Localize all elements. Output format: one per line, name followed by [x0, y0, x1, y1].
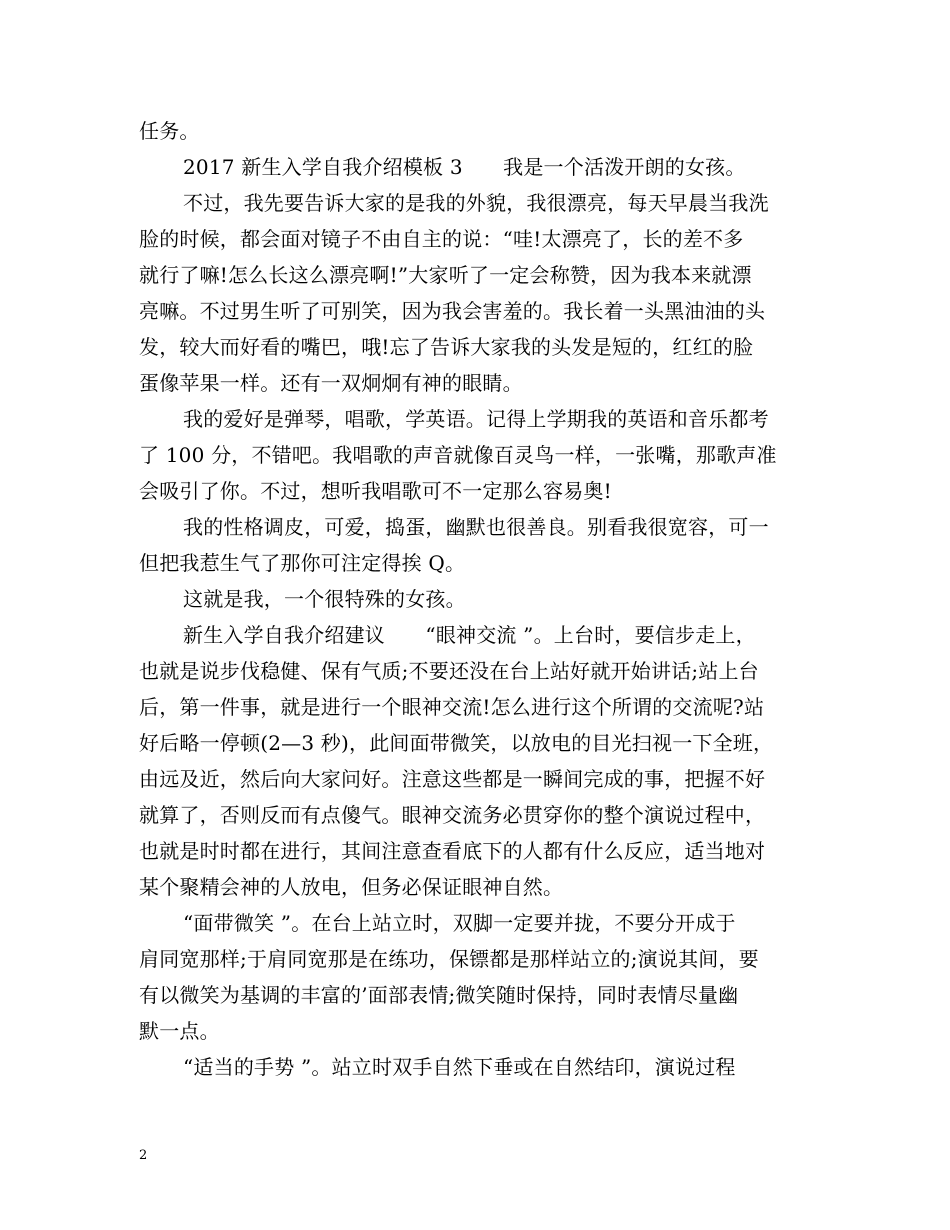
text-line: 默一点。 — [139, 1019, 220, 1043]
text-line: 亮嘛。不过男生听了可别笑，因为我会害羞的。我长着一头黑油油的头 — [139, 299, 766, 323]
text-line: 也就是说步伐稳健、保有气质;不要还没在台上站好就开始讲话;站上台 — [139, 659, 759, 683]
paragraph-line: 我的性格调皮，可爱，捣蛋，幽默也很善良。别看我很宽容，可一 — [183, 515, 769, 539]
paragraph-line: “面带微笑 ”。在台上站立时，双脚一定要并拢，不要分开成于 — [183, 911, 736, 935]
text-line: 就行了嘛!怎么长这么漂亮啊!”大家听了一定会称赞，因为我本来就漂 — [139, 263, 752, 287]
text-line: 肩同宽那样;于肩同宽那是在练功，保镖都是那样站立的;演说其间，要 — [139, 947, 759, 971]
text-line: 后，第一件事，就是进行一个眼神交流!怎么进行这个所谓的交流呢?站 — [139, 695, 765, 719]
text-line: 发，较大而好看的嘴巴，哦!忘了告诉大家我的头发是短的，红红的脸 — [139, 335, 754, 359]
text-line: 好后略一停顿(2—3 秒)，此间面带微笑，以放电的目光扫视一下全班， — [139, 731, 774, 755]
text-line: 会吸引了你。不过，想听我唱歌可不一定那么容易奥! — [139, 479, 612, 503]
paragraph-line: 新生入学自我介绍建议 “眼神交流 ”。上台时，要信步走上， — [183, 623, 756, 647]
text-line: 有以微笑为基调的丰富的’面部表情;微笑随时保持，同时表情尽量幽 — [139, 983, 739, 1007]
page-number: 2 — [139, 1148, 148, 1163]
paragraph-line: 这就是我，一个很特殊的女孩。 — [183, 587, 466, 611]
text-line: 脸的时候，都会面对镜子不由自主的说：“哇!太漂亮了，长的差不多 — [139, 227, 744, 251]
text-line: 蛋像苹果一样。还有一双炯炯有神的眼睛。 — [139, 371, 523, 395]
text-line: 由远及近，然后向大家问好。注意这些都是一瞬间完成的事，把握不好 — [139, 767, 766, 791]
paragraph-line: “适当的手势 ”。站立时双手自然下垂或在自然结印，演说过程 — [183, 1055, 736, 1079]
text-line: 就算了，否则反而有点傻气。眼神交流务必贯穿你的整个演说过程中， — [139, 803, 766, 827]
text-line: 但把我惹生气了那你可注定得挨 Q。 — [139, 551, 466, 575]
text-line: 也就是时时都在进行，其间注意查看底下的人都有什么反应，适当地对 — [139, 839, 766, 863]
paragraph-line: 我的爱好是弹琴，唱歌，学英语。记得上学期我的英语和音乐都考 — [183, 407, 769, 431]
body-text — [139, 113, 824, 1085]
paragraph-line: 2017 新生入学自我介绍模板 3 我是一个活泼开朗的女孩。 — [183, 155, 746, 179]
text-line: 某个聚精会神的人放电，但务必保证眼神自然。 — [139, 875, 564, 899]
text-line: 任务。 — [139, 119, 200, 143]
text-line: 了 100 分，不错吧。我唱歌的声音就像百灵鸟一样，一张嘴，那歌声准 — [139, 443, 777, 467]
paragraph-line: 不过，我先要告诉大家的是我的外貌，我很漂亮，每天早晨当我洗 — [183, 191, 769, 215]
